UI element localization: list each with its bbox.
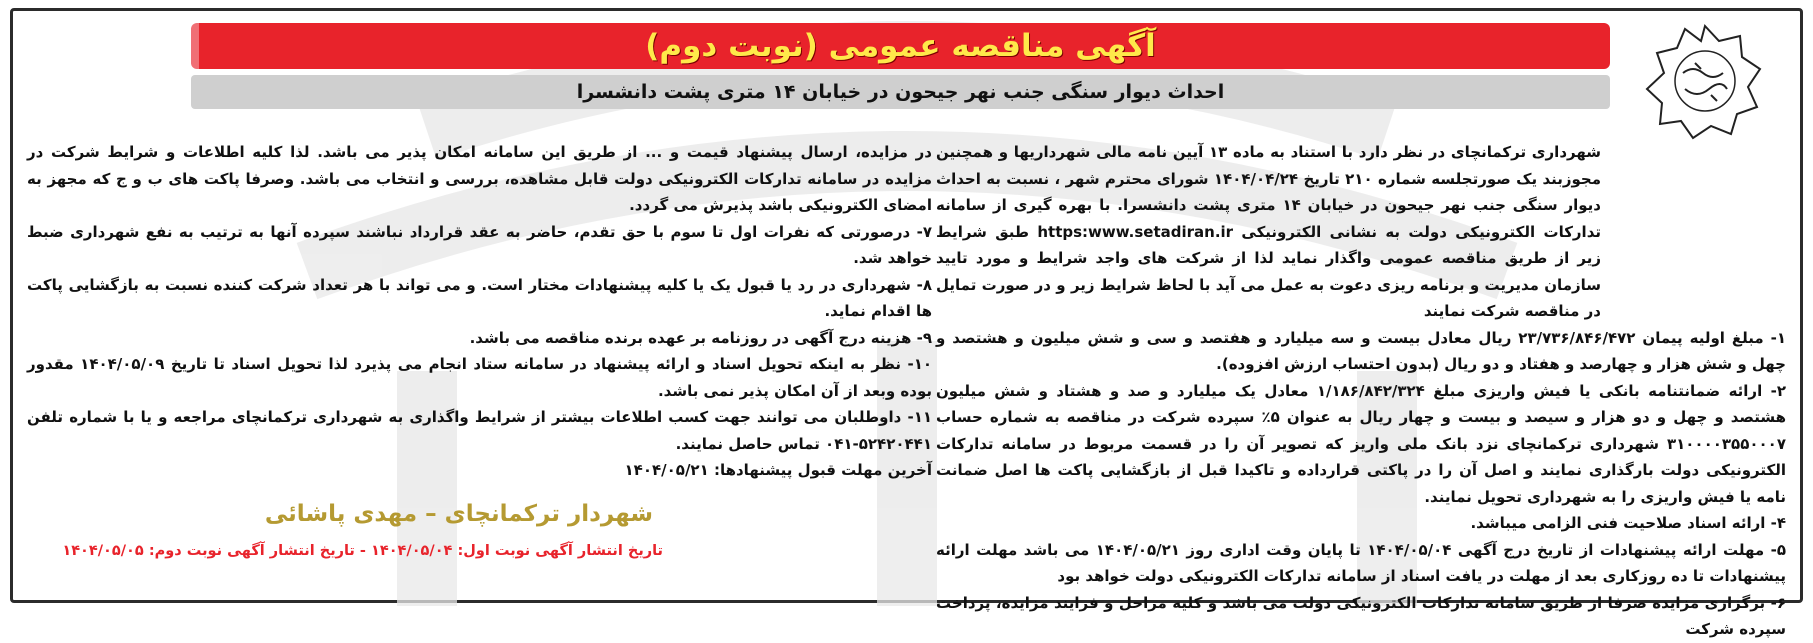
condition-item-10: ۱۰- نظر به اینکه تحویل اسناد و ارائه پیشنهاد در سامانه ستاد انجام می پذیرد لذا تحویل اسناد تا تاریخ ۱۴۰۴/۰۵/۰۹ مقدور بوده وبعد از آن امکان پذیر نمی باشد.: [27, 355, 932, 400]
condition-item-8: ۸- شهرداری در رد یا قبول یک یا کلیه پیشنهادات مختار است. و می تواند با هر تعداد شرکت کننده نسبت به بازگشایی پاکت ها اقدام نماید.: [27, 275, 932, 320]
banner-accent: [191, 23, 199, 69]
condition-item-6-continued: در مزایده، ارسال پیشنهاد قیمت و ... از طریق این سامانه امکان پذیر می باشد. لذا کلیه اطلاعات و شرایط شرکت در مزایده در سامانه تدارکات الکترونیکی دولت قابل مشاهده، بررسی و انتخاب می باشد. وصرفا پاکت های ب و ج که مجهز به امضای الکترونیکی باشد پذیرش می گردد.: [27, 143, 932, 214]
mayor-signature: شهردار ترکمانچای – مهدی پاشائی: [264, 501, 653, 527]
condition-item-4: ۴- ارائه اسناد صلاحیت فنی الزامی میباشد.: [1470, 514, 1786, 532]
condition-item-1: ۱- مبلغ اولیه پیمان ۲۳/۷۳۶/۸۴۶/۴۷۲ ریال معادل بیست و سه میلیارد و هفتصد و سی و شش میلیون و هشتصد و چهل و شش هزار و چهارصد و هفتاد و دو ریال (بدون احتساب ارزش افزوده).: [936, 328, 1786, 373]
ad-subtitle-banner: [191, 75, 1610, 109]
condition-item-7: ۷- درصورتی که نفرات اول تا سوم با حق تقدم، حاضر به عقد قرارداد نباشند سپرده آنها به ترتیب به نفع شهرداری ضبط خواهد شد.: [27, 222, 932, 267]
publication-dates: تاریخ انتشار آگهی نوبت اول: ۱۴۰۴/۰۵/۰۴ - تاریخ انتشار آگهی نوبت دوم: ۱۴۰۴/۰۵/۰۵: [62, 543, 663, 559]
ad-title-banner: [191, 23, 1610, 69]
right-text-column: [936, 139, 1787, 638]
ad-subtitle: احداث دیوار سنگی جنب نهر جیحون در خیابان ۱۴ متری پشت دانشسرا: [576, 81, 1225, 103]
condition-item-5: ۵- مهلت ارائه پیشنهادات از تاریخ درج آگهی ۱۴۰۴/۰۵/۰۴ تا پایان وقت اداری روز ۱۴۰۴/۰۵/۲۱ می باشد مهلت ارائه پیشنهادات تا ده روزکاری بعد از مهلت در یافت اسناد از سامانه تدارکات الکترونیکی دولت خواهد بود: [936, 540, 1786, 585]
condition-item-9: ۹- هزینه درج آگهی در روزنامه بر عهده برنده مناقصه می باشد.: [469, 328, 932, 347]
condition-item-2: ۲- ارائه ضمانتنامه بانکی یا فیش واریزی مبلغ ۱/۱۸۶/۸۴۲/۳۲۴ معادل یک میلیارد و صد و هشتاد و شش میلیون هشتصد و چهل و دو هزار و سیصد و بیست و چهار ریال به عنوان ۵٪ سپرده شرکت در مناقصه به شماره حساب ۳۱۰۰۰۰۳۵۵۰۰۰۷ شهرداری ترکمانچای نزد بانک ملی واریز که تصویر آن را در قسمت مربوط در سامانه تدارکات الکترونیکی دولت بارگذاری نمایند و اصل آن را در پاکتی قرارداده و تاکیدا قبل از بازگشایی پاکت ها اصل ضمانت نامه یا فیش واریزی را به شهرداری تحویل نمایند.: [936, 381, 1787, 506]
intro-paragraph: شهرداری ترکمانچای در نظر دارد با استناد به ماده ۱۳ آیین نامه مالی شهرداریها و همچنین مجوزبند یک صورتجلسه شماره ۲۱۰ تاریخ ۱۴۰۴/۰۴/۲۴ شورای محترم شهر ، نسبت به احداث دیوار سنگی جنب نهر جیحون در خیابان ۱۴ متری پشت دانشسرا. با بهره گیری از سامانه تدارکات الکترونیکی دولت به نشانی الکترونیکی https:www.setadiran.ir طبق شرایط زیر از طریق مناقصه عمومی واگذار نماید لذا از شرکت های واجد شرایط و مورد تایید سازمان مدیریت و برنامه ریزی دعوت به عمل می آید با لحاظ شرایط زیر و در صورت تمایل در مناقصه شرکت نمایند: [936, 143, 1602, 320]
condition-item-6: ۶- برگزاری مزایده صرفا از طریق سامانه تدارکات الکترونیکی دولت می باشد و کلیه مراحل و فرایند مزایده، پرداخت سپرده شرکت: [936, 593, 1786, 638]
ad-title: آگهی مناقصه عمومی (نوبت دوم): [645, 28, 1156, 64]
condition-item-11: ۱۱- داوطلبان می توانند جهت کسب اطلاعات بیشتر از شرایط واگذاری به شهرداری ترکمانچای مراجعه و یا با شماره تلفن ۵۲۴۲۰۴۴۱-۰۴۱ تماس حاصل نمایند.: [27, 408, 932, 453]
advertisement-frame: [10, 8, 1803, 638]
deadline-line: آخرین مهلت قبول پیشنهادها: ۱۴۰۴/۰۵/۲۱: [624, 461, 932, 479]
municipality-logo: [1617, 21, 1792, 141]
